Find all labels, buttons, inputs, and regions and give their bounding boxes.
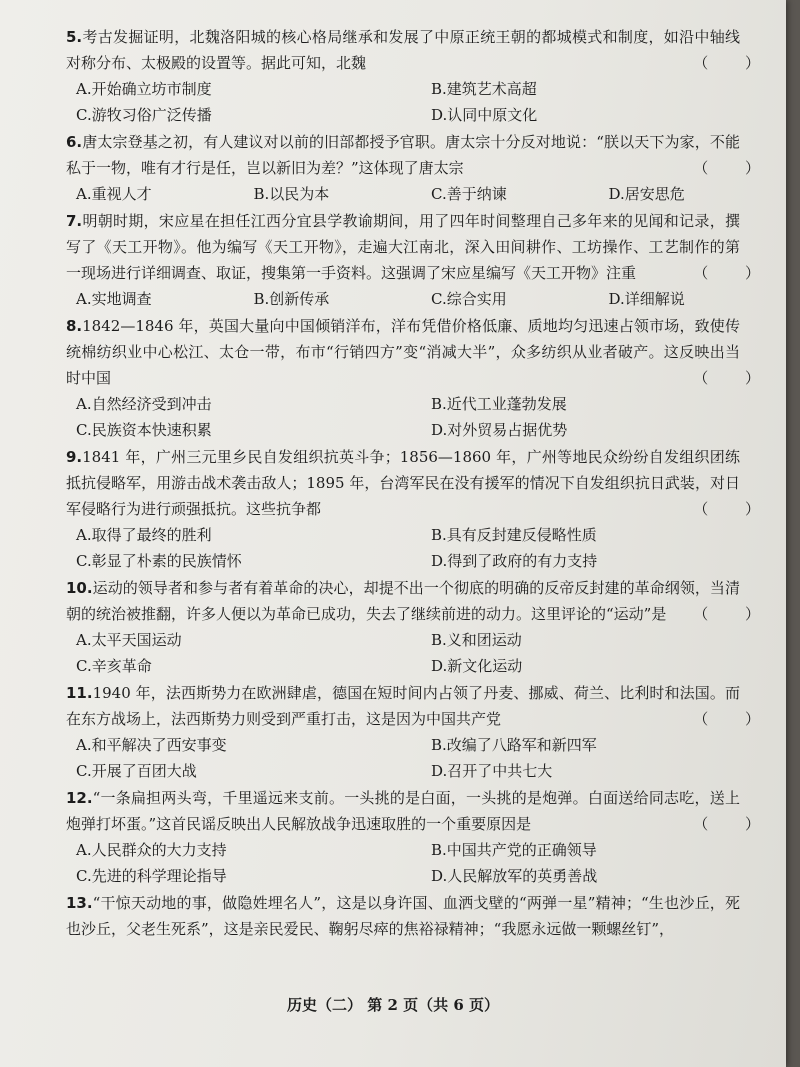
- answer-bracket: （ ）: [693, 605, 776, 623]
- option-d: D.详细解说: [608, 290, 685, 308]
- question-list: [66, 24, 786, 943]
- question-text: 考古发掘证明，北魏洛阳城的核心格局继承和发展了中原正统王朝的都城模式和制度，如沿中轴线对称分布、太极殿的设置等。据此可知，北魏: [66, 28, 740, 72]
- options: [66, 181, 786, 207]
- question-number: 6.: [66, 133, 83, 151]
- option-c: C.辛亥革命: [76, 657, 152, 675]
- question-number: 11.: [66, 684, 93, 702]
- option-d: D.人民解放军的英勇善战: [431, 867, 598, 885]
- question-stem: [66, 313, 786, 391]
- option-a: A.取得了最终的胜利: [76, 526, 212, 544]
- option-b: B.改编了八路军和新四军: [431, 736, 597, 754]
- option-a: A.重视人才: [76, 185, 152, 203]
- question-stem: [66, 890, 786, 942]
- option-c: C.先进的科学理论指导: [76, 867, 227, 885]
- question-12: [66, 785, 786, 889]
- option-c: C.开展了百团大战: [76, 762, 197, 780]
- question-stem: [66, 680, 786, 732]
- question-stem: [66, 24, 786, 76]
- question-text: 1940 年，法西斯势力在欧洲肆虐，德国在短时间内占领了丹麦、挪威、荷兰、比利时和法国。而在东方战场上，法西斯势力则受到严重打击，这是因为中国共产党: [66, 684, 740, 728]
- option-b: B.中国共产党的正确领导: [431, 841, 597, 859]
- option-c: C.游牧习俗广泛传播: [76, 106, 212, 124]
- question-number: 13.: [66, 894, 93, 912]
- options: [66, 627, 786, 679]
- question-number: 12.: [66, 789, 93, 807]
- question-text: “一条扁担两头弯，千里遥远来支前。一头挑的是白面，一头挑的是炮弹。白面送给同志吃，送上炮弹打坏蛋。”这首民谣反映出人民解放战争迅速取胜的一个重要原因是: [66, 789, 740, 833]
- question-number: 8.: [66, 317, 83, 335]
- option-d: D.新文化运动: [431, 657, 523, 675]
- question-text: 运动的领导者和参与者有着革命的决心，却提不出一个彻底的明确的反帝反封建的革命纲领，当清朝的统治被推翻，许多人便以为革命已成功，失去了继续前进的动力。这里评论的“运动”是: [66, 579, 740, 623]
- question-stem: [66, 785, 786, 837]
- question-stem: [66, 208, 786, 286]
- question-7: [66, 208, 786, 312]
- option-d: D.居安思危: [608, 185, 685, 203]
- option-b: B.建筑艺术高超: [431, 80, 537, 98]
- question-number: 10.: [66, 579, 93, 597]
- option-b: B.义和团运动: [431, 631, 522, 649]
- option-d: D.对外贸易占据优势: [431, 421, 568, 439]
- option-c: C.综合实用: [431, 290, 507, 308]
- option-c: C.彰显了朴素的民族情怀: [76, 552, 242, 570]
- question-9: [66, 444, 786, 574]
- question-6: [66, 129, 786, 207]
- page-footer: 历史（二） 第 2 页（共 6 页）: [287, 996, 499, 1014]
- answer-bracket: （ ）: [693, 815, 776, 833]
- question-5: [66, 24, 786, 128]
- option-a: A.自然经济受到冲击: [76, 395, 212, 413]
- question-stem: [66, 575, 786, 627]
- question-text: 唐太宗登基之初，有人建议对以前的旧部都授予官职。唐太宗十分反对地说：“朕以天下为家，不能私于一物，唯有才行是任，岂以新旧为差？”这体现了唐太宗: [66, 133, 740, 177]
- option-b: B.具有反封建反侵略性质: [431, 526, 597, 544]
- question-text: 明朝时期，宋应星在担任江西分宜县学教谕期间，用了四年时间整理自己多年来的见闻和记录，撰写了《天工开物》。他为编写《天工开物》，走遍大江南北，深入田间耕作、工坊操作、工艺制作的第一现场进行详细调查、取证，搜集第一手资料。这强调了宋应星编写《天工开物》注重: [66, 212, 740, 282]
- options: [66, 391, 786, 443]
- option-b: B.以民为本: [253, 185, 330, 203]
- answer-bracket: （ ）: [693, 159, 776, 177]
- option-d: D.认同中原文化: [431, 106, 538, 124]
- question-number: 7.: [66, 212, 83, 230]
- answer-bracket: （ ）: [693, 500, 776, 518]
- option-c: C.民族资本快速积累: [76, 421, 212, 439]
- options: [66, 286, 786, 312]
- answer-bracket: （ ）: [693, 369, 776, 387]
- options: [66, 76, 786, 128]
- option-a: A.开始确立坊市制度: [76, 80, 212, 98]
- option-b: B.近代工业蓬勃发展: [431, 395, 567, 413]
- question-10: [66, 575, 786, 679]
- option-c: C.善于纳谏: [431, 185, 507, 203]
- question-number: 5.: [66, 28, 83, 46]
- option-a: A.人民群众的大力支持: [76, 841, 227, 859]
- option-a: A.太平天国运动: [76, 631, 182, 649]
- question-8: [66, 313, 786, 443]
- answer-bracket: （ ）: [693, 54, 776, 72]
- answer-bracket: （ ）: [693, 710, 776, 728]
- question-13: [66, 890, 786, 942]
- question-text: 1841 年，广州三元里乡民自发组织抗英斗争；1856—1860 年，广州等地民众纷纷自发组织团练抵抗侵略军，用游击战术袭击敌人；1895 年，台湾军民在没有援军的情况下自发组织抗日武装，对日军侵略行为进行顽强抵抗。这些抗争都: [66, 448, 740, 518]
- question-text: 1842—1846 年，英国大量向中国倾销洋布，洋布凭借价格低廉、质地均匀迅速占领市场，致使传统棉纺织业中心松江、太仓一带，布市“行销四方”变“消减大半”，众多纺织从业者破产。这反映出当时中国: [66, 317, 740, 387]
- question-text: “干惊天动地的事，做隐姓埋名人”，这是以身许国、血洒戈壁的“两弹一星”精神；“生也沙丘，死也沙丘，父老生死系”，这是亲民爱民、鞠躬尽瘁的焦裕禄精神；“我愿永远做一颗螺丝钉”，: [66, 894, 740, 938]
- option-b: B.创新传承: [253, 290, 330, 308]
- question-11: [66, 680, 786, 784]
- options: [66, 732, 786, 784]
- options: [66, 837, 786, 889]
- option-d: D.得到了政府的有力支持: [431, 552, 598, 570]
- question-stem: [66, 129, 786, 181]
- option-d: D.召开了中共七大: [431, 762, 553, 780]
- option-a: A.和平解决了西安事变: [76, 736, 227, 754]
- question-stem: [66, 444, 786, 522]
- answer-bracket: （ ）: [693, 264, 776, 282]
- options: [66, 522, 786, 574]
- question-number: 9.: [66, 448, 83, 466]
- option-a: A.实地调查: [76, 290, 152, 308]
